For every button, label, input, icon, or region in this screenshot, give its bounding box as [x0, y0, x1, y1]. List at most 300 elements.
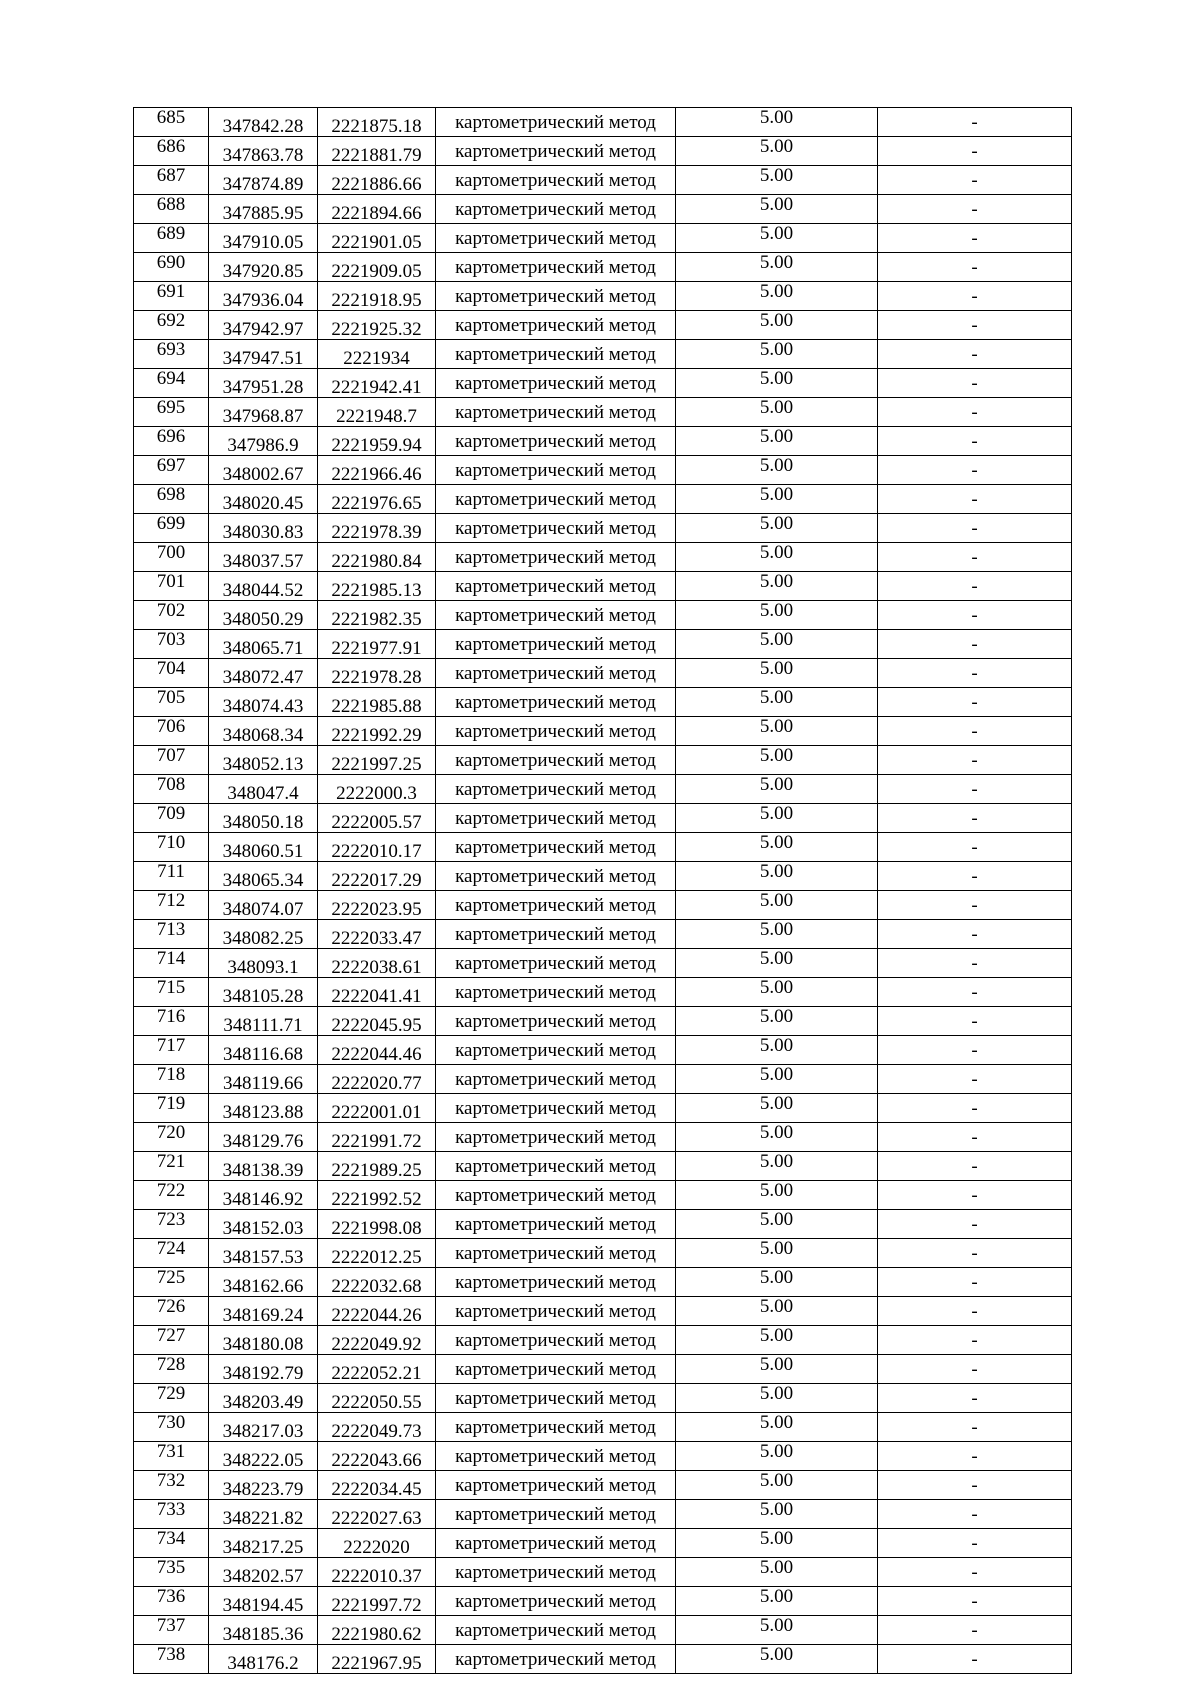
- table-row: [134, 456, 1072, 485]
- x-coordinate-cell: 348052.13: [209, 746, 318, 775]
- description-cell: -: [878, 1297, 1072, 1326]
- table-row: [134, 195, 1072, 224]
- description-cell: -: [878, 1384, 1072, 1413]
- method-cell: картометрический метод: [436, 166, 676, 195]
- x-coordinate-cell: 348223.79: [209, 1471, 318, 1500]
- x-coordinate-cell: 348093.1: [209, 949, 318, 978]
- method-cell: картометрический метод: [436, 630, 676, 659]
- table-row: [134, 1529, 1072, 1558]
- method-cell: картометрический метод: [436, 1239, 676, 1268]
- description-cell: -: [878, 1587, 1072, 1616]
- accuracy-cell: 5.00: [676, 1036, 878, 1065]
- description-cell: -: [878, 1645, 1072, 1674]
- method-cell: картометрический метод: [436, 1123, 676, 1152]
- table-row: [134, 1036, 1072, 1065]
- accuracy-cell: 5.00: [676, 1442, 878, 1471]
- table-row: [134, 1558, 1072, 1587]
- x-coordinate-cell: 348180.08: [209, 1326, 318, 1355]
- table-row: [134, 253, 1072, 282]
- point-number-cell: 727: [134, 1326, 209, 1355]
- accuracy-cell: 5.00: [676, 775, 878, 804]
- y-coordinate-cell: 2221997.25: [318, 746, 436, 775]
- x-coordinate-cell: 348162.66: [209, 1268, 318, 1297]
- x-coordinate-cell: 348169.24: [209, 1297, 318, 1326]
- point-number-cell: 738: [134, 1645, 209, 1674]
- method-cell: картометрический метод: [436, 659, 676, 688]
- y-coordinate-cell: 2221997.72: [318, 1587, 436, 1616]
- table-row: [134, 485, 1072, 514]
- point-number-cell: 698: [134, 485, 209, 514]
- point-number-cell: 687: [134, 166, 209, 195]
- method-cell: картометрический метод: [436, 862, 676, 891]
- method-cell: картометрический метод: [436, 1326, 676, 1355]
- point-number-cell: 714: [134, 949, 209, 978]
- accuracy-cell: 5.00: [676, 398, 878, 427]
- accuracy-cell: 5.00: [676, 949, 878, 978]
- y-coordinate-cell: 2222020: [318, 1529, 436, 1558]
- accuracy-cell: 5.00: [676, 543, 878, 572]
- x-coordinate-cell: 348119.66: [209, 1065, 318, 1094]
- coordinates-table-body: [134, 108, 1072, 1674]
- point-number-cell: 730: [134, 1413, 209, 1442]
- accuracy-cell: 5.00: [676, 659, 878, 688]
- x-coordinate-cell: 348123.88: [209, 1094, 318, 1123]
- x-coordinate-cell: 348060.51: [209, 833, 318, 862]
- table-row: [134, 572, 1072, 601]
- method-cell: картометрический метод: [436, 1587, 676, 1616]
- coordinates-table: [133, 107, 1072, 1674]
- description-cell: -: [878, 224, 1072, 253]
- accuracy-cell: 5.00: [676, 166, 878, 195]
- accuracy-cell: 5.00: [676, 833, 878, 862]
- x-coordinate-cell: 347947.51: [209, 340, 318, 369]
- x-coordinate-cell: 348157.53: [209, 1239, 318, 1268]
- description-cell: -: [878, 833, 1072, 862]
- x-coordinate-cell: 347936.04: [209, 282, 318, 311]
- point-number-cell: 712: [134, 891, 209, 920]
- table-row: [134, 224, 1072, 253]
- x-coordinate-cell: 347863.78: [209, 137, 318, 166]
- table-row: [134, 1413, 1072, 1442]
- table-row: [134, 775, 1072, 804]
- accuracy-cell: 5.00: [676, 1500, 878, 1529]
- description-cell: -: [878, 1123, 1072, 1152]
- point-number-cell: 705: [134, 688, 209, 717]
- point-number-cell: 710: [134, 833, 209, 862]
- description-cell: -: [878, 1268, 1072, 1297]
- point-number-cell: 728: [134, 1355, 209, 1384]
- point-number-cell: 702: [134, 601, 209, 630]
- accuracy-cell: 5.00: [676, 717, 878, 746]
- accuracy-cell: 5.00: [676, 1297, 878, 1326]
- y-coordinate-cell: 2222034.45: [318, 1471, 436, 1500]
- description-cell: -: [878, 543, 1072, 572]
- description-cell: -: [878, 1094, 1072, 1123]
- y-coordinate-cell: 2222017.29: [318, 862, 436, 891]
- table-row: [134, 630, 1072, 659]
- x-coordinate-cell: 348065.34: [209, 862, 318, 891]
- x-coordinate-cell: 348146.92: [209, 1181, 318, 1210]
- table-row: [134, 804, 1072, 833]
- method-cell: картометрический метод: [436, 398, 676, 427]
- accuracy-cell: 5.00: [676, 253, 878, 282]
- method-cell: картометрический метод: [436, 949, 676, 978]
- method-cell: картометрический метод: [436, 1036, 676, 1065]
- table-row: [134, 717, 1072, 746]
- table-row: [134, 949, 1072, 978]
- accuracy-cell: 5.00: [676, 485, 878, 514]
- point-number-cell: 694: [134, 369, 209, 398]
- accuracy-cell: 5.00: [676, 369, 878, 398]
- accuracy-cell: 5.00: [676, 108, 878, 137]
- x-coordinate-cell: 348111.71: [209, 1007, 318, 1036]
- accuracy-cell: 5.00: [676, 1181, 878, 1210]
- table-row: [134, 920, 1072, 949]
- description-cell: -: [878, 949, 1072, 978]
- accuracy-cell: 5.00: [676, 862, 878, 891]
- method-cell: картометрический метод: [436, 1384, 676, 1413]
- description-cell: -: [878, 311, 1072, 340]
- point-number-cell: 693: [134, 340, 209, 369]
- accuracy-cell: 5.00: [676, 224, 878, 253]
- table-row: [134, 659, 1072, 688]
- y-coordinate-cell: 2222041.41: [318, 978, 436, 1007]
- x-coordinate-cell: 348185.36: [209, 1616, 318, 1645]
- table-row: [134, 1297, 1072, 1326]
- y-coordinate-cell: 2222033.47: [318, 920, 436, 949]
- y-coordinate-cell: 2222049.92: [318, 1326, 436, 1355]
- method-cell: картометрический метод: [436, 978, 676, 1007]
- description-cell: -: [878, 485, 1072, 514]
- y-coordinate-cell: 2221909.05: [318, 253, 436, 282]
- x-coordinate-cell: 348129.76: [209, 1123, 318, 1152]
- y-coordinate-cell: 2222010.17: [318, 833, 436, 862]
- description-cell: -: [878, 1152, 1072, 1181]
- x-coordinate-cell: 348002.67: [209, 456, 318, 485]
- description-cell: -: [878, 746, 1072, 775]
- method-cell: картометрический метод: [436, 340, 676, 369]
- description-cell: -: [878, 572, 1072, 601]
- point-number-cell: 736: [134, 1587, 209, 1616]
- point-number-cell: 725: [134, 1268, 209, 1297]
- table-row: [134, 1500, 1072, 1529]
- x-coordinate-cell: 348192.79: [209, 1355, 318, 1384]
- description-cell: -: [878, 1326, 1072, 1355]
- x-coordinate-cell: 347874.89: [209, 166, 318, 195]
- description-cell: -: [878, 514, 1072, 543]
- point-number-cell: 721: [134, 1152, 209, 1181]
- y-coordinate-cell: 2222044.26: [318, 1297, 436, 1326]
- method-cell: картометрический метод: [436, 195, 676, 224]
- accuracy-cell: 5.00: [676, 1239, 878, 1268]
- description-cell: -: [878, 1355, 1072, 1384]
- x-coordinate-cell: 348105.28: [209, 978, 318, 1007]
- y-coordinate-cell: 2221992.29: [318, 717, 436, 746]
- table-row: [134, 891, 1072, 920]
- point-number-cell: 685: [134, 108, 209, 137]
- table-row: [134, 1616, 1072, 1645]
- table-row: [134, 688, 1072, 717]
- description-cell: -: [878, 427, 1072, 456]
- description-cell: -: [878, 717, 1072, 746]
- description-cell: -: [878, 1065, 1072, 1094]
- point-number-cell: 688: [134, 195, 209, 224]
- y-coordinate-cell: 2221942.41: [318, 369, 436, 398]
- y-coordinate-cell: 2221934: [318, 340, 436, 369]
- description-cell: -: [878, 340, 1072, 369]
- y-coordinate-cell: 2222001.01: [318, 1094, 436, 1123]
- method-cell: картометрический метод: [436, 1268, 676, 1297]
- x-coordinate-cell: 348221.82: [209, 1500, 318, 1529]
- x-coordinate-cell: 348217.03: [209, 1413, 318, 1442]
- x-coordinate-cell: 348074.43: [209, 688, 318, 717]
- table-row: [134, 1587, 1072, 1616]
- description-cell: -: [878, 601, 1072, 630]
- description-cell: -: [878, 659, 1072, 688]
- x-coordinate-cell: 348037.57: [209, 543, 318, 572]
- point-number-cell: 735: [134, 1558, 209, 1587]
- point-number-cell: 731: [134, 1442, 209, 1471]
- method-cell: картометрический метод: [436, 1181, 676, 1210]
- table-row: [134, 282, 1072, 311]
- y-coordinate-cell: 2221980.62: [318, 1616, 436, 1645]
- accuracy-cell: 5.00: [676, 1007, 878, 1036]
- accuracy-cell: 5.00: [676, 978, 878, 1007]
- y-coordinate-cell: 2221977.91: [318, 630, 436, 659]
- table-row: [134, 340, 1072, 369]
- accuracy-cell: 5.00: [676, 456, 878, 485]
- description-cell: -: [878, 137, 1072, 166]
- y-coordinate-cell: 2222032.68: [318, 1268, 436, 1297]
- point-number-cell: 706: [134, 717, 209, 746]
- y-coordinate-cell: 2222010.37: [318, 1558, 436, 1587]
- x-coordinate-cell: 348050.18: [209, 804, 318, 833]
- point-number-cell: 720: [134, 1123, 209, 1152]
- x-coordinate-cell: 347986.9: [209, 427, 318, 456]
- point-number-cell: 689: [134, 224, 209, 253]
- point-number-cell: 704: [134, 659, 209, 688]
- accuracy-cell: 5.00: [676, 572, 878, 601]
- x-coordinate-cell: 348044.52: [209, 572, 318, 601]
- point-number-cell: 723: [134, 1210, 209, 1239]
- description-cell: -: [878, 398, 1072, 427]
- x-coordinate-cell: 347942.97: [209, 311, 318, 340]
- method-cell: картометрический метод: [436, 746, 676, 775]
- point-number-cell: 717: [134, 1036, 209, 1065]
- accuracy-cell: 5.00: [676, 891, 878, 920]
- y-coordinate-cell: 2221959.94: [318, 427, 436, 456]
- table-row: [134, 1007, 1072, 1036]
- description-cell: -: [878, 1471, 1072, 1500]
- y-coordinate-cell: 2221918.95: [318, 282, 436, 311]
- y-coordinate-cell: 2222000.3: [318, 775, 436, 804]
- x-coordinate-cell: 348194.45: [209, 1587, 318, 1616]
- method-cell: картометрический метод: [436, 1210, 676, 1239]
- description-cell: -: [878, 688, 1072, 717]
- point-number-cell: 716: [134, 1007, 209, 1036]
- description-cell: -: [878, 862, 1072, 891]
- method-cell: картометрический метод: [436, 1094, 676, 1123]
- accuracy-cell: 5.00: [676, 804, 878, 833]
- x-coordinate-cell: 348116.68: [209, 1036, 318, 1065]
- description-cell: -: [878, 195, 1072, 224]
- y-coordinate-cell: 2222005.57: [318, 804, 436, 833]
- table-row: [134, 746, 1072, 775]
- point-number-cell: 724: [134, 1239, 209, 1268]
- accuracy-cell: 5.00: [676, 1384, 878, 1413]
- y-coordinate-cell: 2221901.05: [318, 224, 436, 253]
- method-cell: картометрический метод: [436, 1413, 676, 1442]
- x-coordinate-cell: 348050.29: [209, 601, 318, 630]
- y-coordinate-cell: 2222038.61: [318, 949, 436, 978]
- accuracy-cell: 5.00: [676, 1529, 878, 1558]
- table-row: [134, 1355, 1072, 1384]
- method-cell: картометрический метод: [436, 1442, 676, 1471]
- method-cell: картометрический метод: [436, 1616, 676, 1645]
- method-cell: картометрический метод: [436, 688, 676, 717]
- description-cell: -: [878, 166, 1072, 195]
- accuracy-cell: 5.00: [676, 1210, 878, 1239]
- table-row: [134, 862, 1072, 891]
- y-coordinate-cell: 2222050.55: [318, 1384, 436, 1413]
- description-cell: -: [878, 369, 1072, 398]
- y-coordinate-cell: 2221894.66: [318, 195, 436, 224]
- accuracy-cell: 5.00: [676, 1645, 878, 1674]
- x-coordinate-cell: 347910.05: [209, 224, 318, 253]
- x-coordinate-cell: 348176.2: [209, 1645, 318, 1674]
- y-coordinate-cell: 2222043.66: [318, 1442, 436, 1471]
- method-cell: картометрический метод: [436, 224, 676, 253]
- description-cell: -: [878, 1413, 1072, 1442]
- method-cell: картометрический метод: [436, 572, 676, 601]
- x-coordinate-cell: 348068.34: [209, 717, 318, 746]
- method-cell: картометрический метод: [436, 717, 676, 746]
- x-coordinate-cell: 348020.45: [209, 485, 318, 514]
- y-coordinate-cell: 2221881.79: [318, 137, 436, 166]
- accuracy-cell: 5.00: [676, 340, 878, 369]
- y-coordinate-cell: 2222044.46: [318, 1036, 436, 1065]
- point-number-cell: 709: [134, 804, 209, 833]
- point-number-cell: 722: [134, 1181, 209, 1210]
- point-number-cell: 715: [134, 978, 209, 1007]
- method-cell: картометрический метод: [436, 282, 676, 311]
- description-cell: -: [878, 978, 1072, 1007]
- accuracy-cell: 5.00: [676, 601, 878, 630]
- method-cell: картометрический метод: [436, 456, 676, 485]
- accuracy-cell: 5.00: [676, 1413, 878, 1442]
- description-cell: -: [878, 1500, 1072, 1529]
- point-number-cell: 719: [134, 1094, 209, 1123]
- x-coordinate-cell: 348217.25: [209, 1529, 318, 1558]
- table-row: [134, 1123, 1072, 1152]
- point-number-cell: 700: [134, 543, 209, 572]
- table-row: [134, 1210, 1072, 1239]
- description-cell: -: [878, 108, 1072, 137]
- x-coordinate-cell: 348047.4: [209, 775, 318, 804]
- method-cell: картометрический метод: [436, 108, 676, 137]
- description-cell: -: [878, 253, 1072, 282]
- point-number-cell: 726: [134, 1297, 209, 1326]
- point-number-cell: 711: [134, 862, 209, 891]
- table-row: [134, 1645, 1072, 1674]
- accuracy-cell: 5.00: [676, 1094, 878, 1123]
- x-coordinate-cell: 348082.25: [209, 920, 318, 949]
- y-coordinate-cell: 2221886.66: [318, 166, 436, 195]
- table-row: [134, 369, 1072, 398]
- description-cell: -: [878, 891, 1072, 920]
- accuracy-cell: 5.00: [676, 1587, 878, 1616]
- point-number-cell: 686: [134, 137, 209, 166]
- method-cell: картометрический метод: [436, 514, 676, 543]
- x-coordinate-cell: 348030.83: [209, 514, 318, 543]
- y-coordinate-cell: 2222020.77: [318, 1065, 436, 1094]
- y-coordinate-cell: 2221985.13: [318, 572, 436, 601]
- method-cell: картометрический метод: [436, 1355, 676, 1384]
- method-cell: картометрический метод: [436, 775, 676, 804]
- y-coordinate-cell: 2222027.63: [318, 1500, 436, 1529]
- y-coordinate-cell: 2222023.95: [318, 891, 436, 920]
- x-coordinate-cell: 348065.71: [209, 630, 318, 659]
- method-cell: картометрический метод: [436, 1152, 676, 1181]
- y-coordinate-cell: 2221978.28: [318, 659, 436, 688]
- y-coordinate-cell: 2222012.25: [318, 1239, 436, 1268]
- point-number-cell: 729: [134, 1384, 209, 1413]
- method-cell: картометрический метод: [436, 485, 676, 514]
- table-row: [134, 833, 1072, 862]
- y-coordinate-cell: 2221991.72: [318, 1123, 436, 1152]
- x-coordinate-cell: 347951.28: [209, 369, 318, 398]
- y-coordinate-cell: 2221978.39: [318, 514, 436, 543]
- point-number-cell: 737: [134, 1616, 209, 1645]
- description-cell: -: [878, 630, 1072, 659]
- accuracy-cell: 5.00: [676, 1471, 878, 1500]
- y-coordinate-cell: 2221985.88: [318, 688, 436, 717]
- accuracy-cell: 5.00: [676, 1123, 878, 1152]
- point-number-cell: 699: [134, 514, 209, 543]
- method-cell: картометрический метод: [436, 427, 676, 456]
- y-coordinate-cell: 2222049.73: [318, 1413, 436, 1442]
- description-cell: -: [878, 1529, 1072, 1558]
- table-row: [134, 514, 1072, 543]
- x-coordinate-cell: 348152.03: [209, 1210, 318, 1239]
- table-row: [134, 398, 1072, 427]
- method-cell: картометрический метод: [436, 1645, 676, 1674]
- method-cell: картометрический метод: [436, 1297, 676, 1326]
- table-row: [134, 543, 1072, 572]
- x-coordinate-cell: 348138.39: [209, 1152, 318, 1181]
- point-number-cell: 696: [134, 427, 209, 456]
- table-row: [134, 1152, 1072, 1181]
- method-cell: картометрический метод: [436, 137, 676, 166]
- point-number-cell: 713: [134, 920, 209, 949]
- y-coordinate-cell: 2221966.46: [318, 456, 436, 485]
- y-coordinate-cell: 2221989.25: [318, 1152, 436, 1181]
- description-cell: -: [878, 1239, 1072, 1268]
- x-coordinate-cell: 347842.28: [209, 108, 318, 137]
- accuracy-cell: 5.00: [676, 137, 878, 166]
- description-cell: -: [878, 775, 1072, 804]
- point-number-cell: 690: [134, 253, 209, 282]
- x-coordinate-cell: 348074.07: [209, 891, 318, 920]
- method-cell: картометрический метод: [436, 311, 676, 340]
- x-coordinate-cell: 347885.95: [209, 195, 318, 224]
- table-row: [134, 1065, 1072, 1094]
- table-row: [134, 978, 1072, 1007]
- y-coordinate-cell: 2222045.95: [318, 1007, 436, 1036]
- description-cell: -: [878, 1007, 1072, 1036]
- method-cell: картометрический метод: [436, 1065, 676, 1094]
- y-coordinate-cell: 2222052.21: [318, 1355, 436, 1384]
